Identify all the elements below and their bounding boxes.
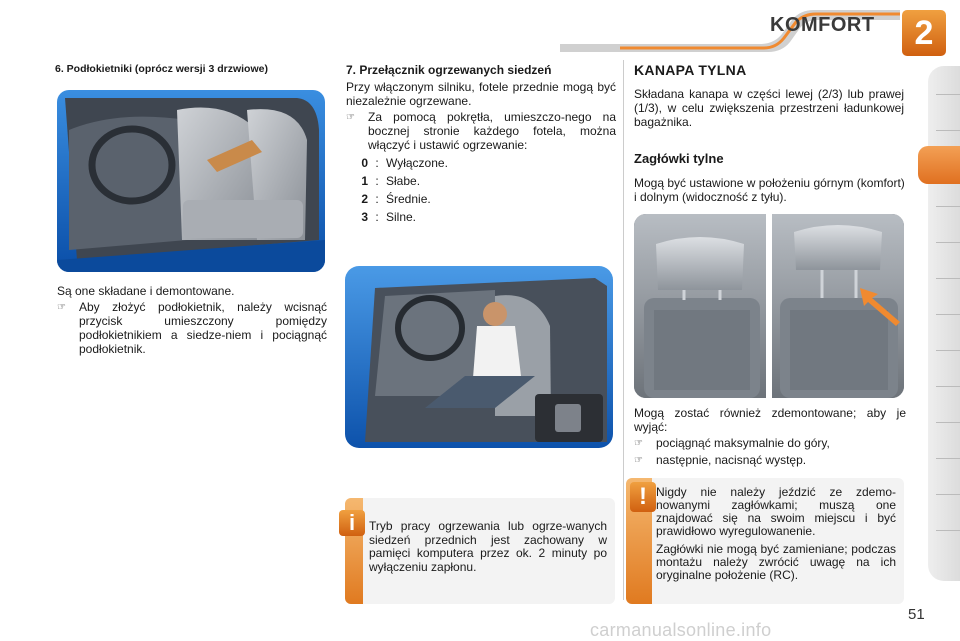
seat-heating-bullet bbox=[346, 110, 616, 152]
pointing-hand-icon: ☞ bbox=[346, 112, 355, 123]
rear-seat-intro: Składana kanapa w części lewej (2/3) lub prawej (1/3), w celu zwiększenia przestrzeni ładunkowej bagażnika. bbox=[634, 87, 904, 129]
armrests-body bbox=[57, 284, 327, 356]
rear-seat-heading: KANAPA TYLNA bbox=[634, 62, 747, 78]
heating-setting-row: 2 : Średnie. bbox=[346, 192, 616, 206]
seat-heating-body bbox=[346, 80, 616, 224]
heating-setting-row: 0 : Wyłączone. bbox=[346, 156, 616, 170]
setting-number: 3 bbox=[361, 210, 368, 224]
armrest-illustration bbox=[57, 90, 325, 272]
rear-headrest-illustration bbox=[634, 214, 904, 398]
column-divider bbox=[623, 60, 624, 600]
page-number: 51 bbox=[908, 606, 925, 623]
pointing-hand-icon: ☞ bbox=[634, 438, 643, 449]
warning-text-2: Zagłówki nie mogą być zamieniane; podczas montażu należy zwrócić uwagę na ich oryginalne położenie (RC). bbox=[656, 542, 896, 582]
headrest-removal-text: Mogą zostać również zdemontowane; aby je wyjąć: bbox=[634, 406, 906, 434]
chapter-number-badge: 2 bbox=[902, 10, 946, 56]
seat-heating-heading: 7. Przełącznik ogrzewanych siedzeń bbox=[346, 63, 552, 77]
info-note-box bbox=[345, 498, 615, 604]
watermark: carmanualsonline.info bbox=[590, 620, 772, 640]
setting-label: Wyłączone. bbox=[386, 156, 448, 170]
chapter-title: KOMFORT bbox=[770, 14, 875, 36]
active-chapter-tab bbox=[918, 146, 960, 184]
setting-number: 1 bbox=[361, 174, 368, 188]
info-icon: i bbox=[339, 510, 365, 536]
warning-text bbox=[656, 486, 896, 582]
heating-setting-row: 1 : Słabe. bbox=[346, 174, 616, 188]
setting-number: 2 bbox=[361, 192, 368, 206]
info-note-text: Tryb pracy ogrzewania lub ogrze-wanych siedzeń przednich jest zachowany w pamięci komputera przez ok. 2 minuty po wyłączeniu zapłonu. bbox=[369, 519, 607, 574]
heated-seat-illustration bbox=[345, 266, 613, 448]
armrests-bullet-text: Aby złożyć podłokietnik, należy wcisnąć przycisk umieszczony pomiędzy podłokietnikiem a siedze-niem i pociągnąć podłokietnik. bbox=[79, 300, 327, 356]
rear-headrests-text: Mogą być ustawione w położeniu górnym (komfort) i dolnym (widoczność z tyłu). bbox=[634, 176, 905, 204]
chapter-side-tabs bbox=[928, 66, 960, 581]
warning-box bbox=[626, 478, 904, 604]
armrests-bullet bbox=[57, 300, 327, 356]
pointing-hand-icon: ☞ bbox=[634, 455, 643, 466]
armrests-heading: 6. Podłokietniki (oprócz wersji 3 drzwiowe) bbox=[55, 63, 268, 75]
setting-number: 0 bbox=[361, 156, 368, 170]
armrests-text: Są one składane i demontowane. bbox=[57, 284, 235, 298]
pointing-hand-icon: ☞ bbox=[57, 302, 66, 313]
heating-setting-row: 3 : Silne. bbox=[346, 210, 616, 224]
rear-headrests-heading: Zagłówki tylne bbox=[634, 151, 724, 166]
warning-text-1: Nigdy nie należy jeździć ze zdemo-nowanymi zagłówkami; muszą one znajdować się na swoim miejscu i być prawidłowo wyregulowanenie. bbox=[656, 485, 896, 538]
warning-icon: ! bbox=[630, 482, 656, 512]
removal-step bbox=[634, 453, 906, 468]
seat-heating-bullet-text: Za pomocą pokrętła, umieszczo-nego na bocznej stronie każdego fotela, można włączyć i ustawić ogrzewanie: bbox=[368, 110, 616, 152]
seat-heating-intro: Przy włączonym silniku, fotele przednie mogą być niezależnie ogrzewane. bbox=[346, 80, 616, 108]
headrest-removal bbox=[634, 406, 906, 468]
setting-label: Średnie. bbox=[386, 192, 431, 206]
removal-step bbox=[634, 436, 906, 451]
removal-step-text: następnie, nacisnąć występ. bbox=[656, 453, 807, 467]
setting-label: Silne. bbox=[386, 210, 417, 224]
removal-step-text: pociągnąć maksymalnie do góry, bbox=[656, 436, 830, 450]
setting-label: Słabe. bbox=[386, 174, 421, 188]
